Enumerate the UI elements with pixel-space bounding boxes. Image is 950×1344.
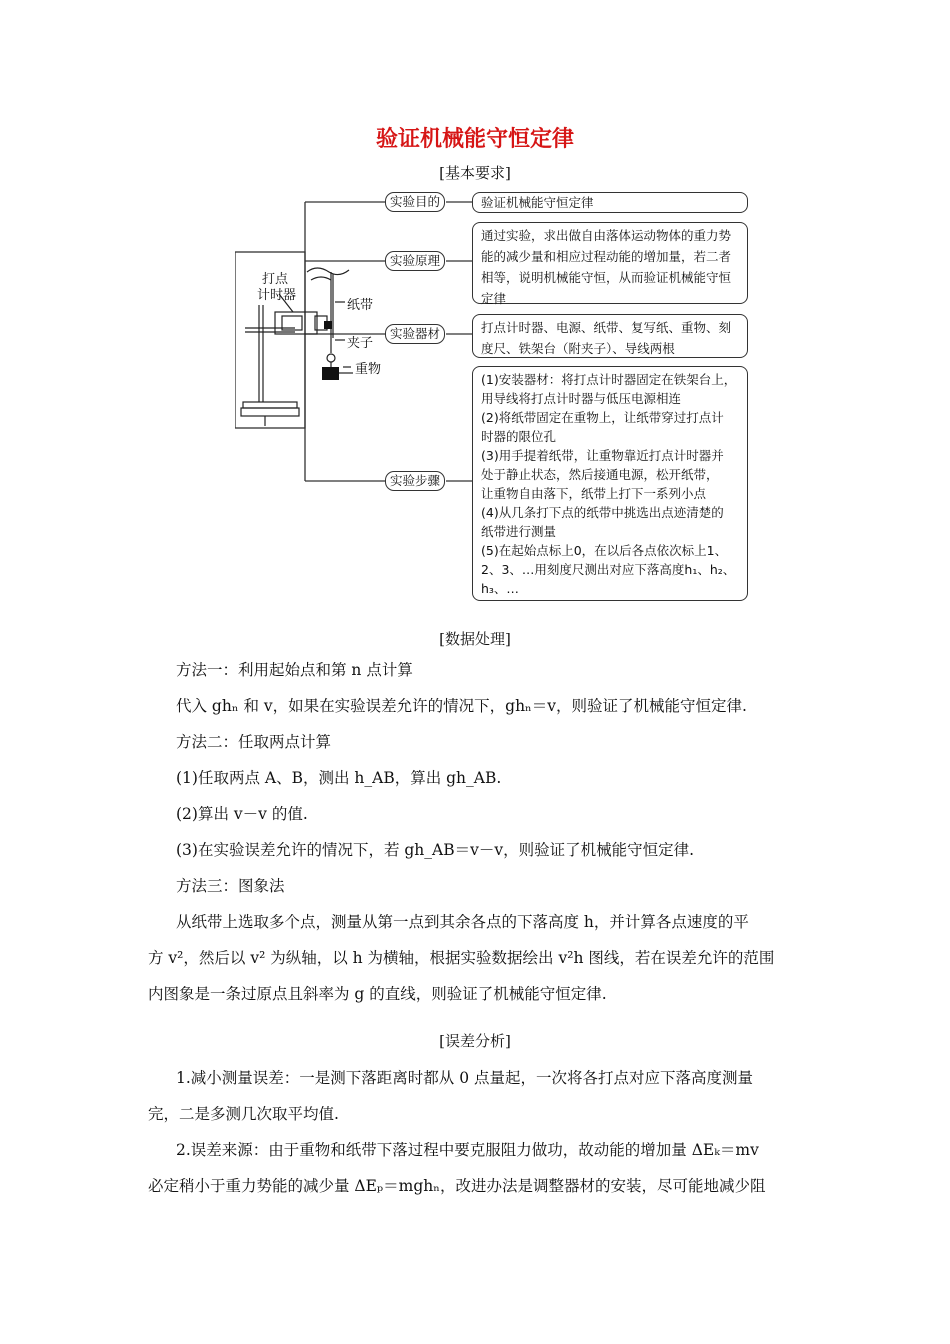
step-line: (2)将纸带固定在重物上，让纸带穿过打点计 bbox=[481, 410, 724, 425]
apparatus-label-tape: 纸带 bbox=[347, 298, 374, 313]
apparatus-label-weight: 重物 bbox=[355, 362, 382, 377]
step-line: (4)从几条打下点的纸带中挑选出点迹清楚的 bbox=[481, 505, 724, 520]
error-analysis-body bbox=[0, 1064, 950, 1200]
step-line: 用导线将打点计时器与低压电源相连 bbox=[481, 391, 682, 406]
method-1-title: 方法一：利用起始点和第 n 点计算 bbox=[176, 661, 413, 679]
method-3-line-2: 方 v²，然后以 v² 为纵轴，以 h 为横轴，根据实验数据绘出 v²h 图线，若在误差允许的范围 bbox=[148, 949, 775, 967]
method-2-step-3: (3)在实验误差允许的情况下，若 gh_AB＝v－v，则验证了机械能守恒定律. bbox=[176, 841, 695, 859]
step-line: (5)在起始点标上0，在以后各点依次标上1、 bbox=[481, 543, 728, 558]
section-heading-data: [数据处理] bbox=[439, 630, 511, 648]
method-3-line-3: 内图象是一条过原点且斜率为 g 的直线，则验证了机械能守恒定律. bbox=[148, 985, 607, 1003]
method-3-title: 方法三：图象法 bbox=[176, 877, 285, 895]
page-title: 验证机械能守恒定律 bbox=[375, 127, 574, 152]
method-2-step-2: (2)算出 v－v 的值. bbox=[176, 805, 308, 823]
step-line: (1)安装器材：将打点计时器固定在铁架台上， bbox=[481, 372, 737, 387]
section-heading-basic: [基本要求] bbox=[439, 164, 511, 182]
tag-equipment: 实验器材 bbox=[385, 324, 445, 344]
experiment-diagram bbox=[235, 190, 750, 602]
step-line: (3)用手提着纸带，让重物靠近打点计时器并 bbox=[481, 448, 724, 463]
method-2-step-1: (1)任取两点 A、B，测出 h_AB，算出 gh_AB. bbox=[176, 769, 502, 787]
box-steps bbox=[472, 366, 748, 601]
apparatus-label-timer-1: 打点 bbox=[262, 272, 289, 287]
tape-clip-block bbox=[324, 321, 332, 329]
error-1-line-2: 完，二是多测几次取平均值. bbox=[148, 1105, 339, 1123]
apparatus-label-timer-2: 计时器 bbox=[257, 288, 297, 303]
step-line: h₃、… bbox=[481, 581, 519, 596]
step-line: 处于静止状态，然后接通电源，松开纸带， bbox=[481, 467, 719, 482]
step-line: 让重物自由落下，纸带上打下一系列小点 bbox=[481, 486, 707, 501]
step-line: 时器的限位孔 bbox=[481, 429, 557, 444]
method-1-text: 代入 ghₙ 和 v，如果在实验误差允许的情况下，ghₙ＝v，则验证了机械能守恒定律. bbox=[176, 697, 747, 715]
step-line: 纸带进行测量 bbox=[481, 524, 557, 539]
tag-steps: 实验步骤 bbox=[385, 471, 445, 491]
method-2-title: 方法二：任取两点计算 bbox=[176, 733, 332, 751]
box-purpose: 验证机械能守恒定律 bbox=[472, 192, 748, 213]
data-processing-body bbox=[0, 656, 950, 1008]
box-equipment: 打点计时器、电源、纸带、复写纸、重物、刻度尺、铁架台（附夹子）、导线两根 bbox=[472, 314, 748, 358]
error-1-line-1: 1.减小测量误差：一是测下落距离时都从 0 点量起，一次将各打点对应下落高度测量 bbox=[176, 1069, 754, 1087]
method-3-line-1: 从纸带上选取多个点，测量从第一点到其余各点的下落高度 h，并计算各点速度的平 bbox=[176, 913, 749, 931]
tag-principle: 实验原理 bbox=[385, 251, 445, 271]
apparatus-label-clip: 夹子 bbox=[347, 336, 374, 351]
error-2-line-2: 必定稍小于重力势能的减少量 ΔEₚ＝mghₙ，改进办法是调整器材的安装，尽可能地减少阻 bbox=[148, 1177, 766, 1195]
error-2-line-1: 2.误差来源：由于重物和纸带下落过程中要克服阻力做功，故动能的增加量 ΔEₖ＝mv bbox=[176, 1141, 759, 1159]
step-line: 2、3、…用刻度尺测出对应下落高度h₁、h₂、 bbox=[481, 562, 736, 577]
box-principle: 通过实验，求出做自由落体运动物体的重力势能的减少量和相应过程动能的增加量，若二者相等，说明机械能守恒，从而验证机械能守恒定律 bbox=[472, 222, 748, 304]
section-heading-error: [误差分析] bbox=[439, 1032, 511, 1050]
tag-purpose: 实验目的 bbox=[385, 192, 445, 212]
weight-block bbox=[322, 367, 339, 380]
